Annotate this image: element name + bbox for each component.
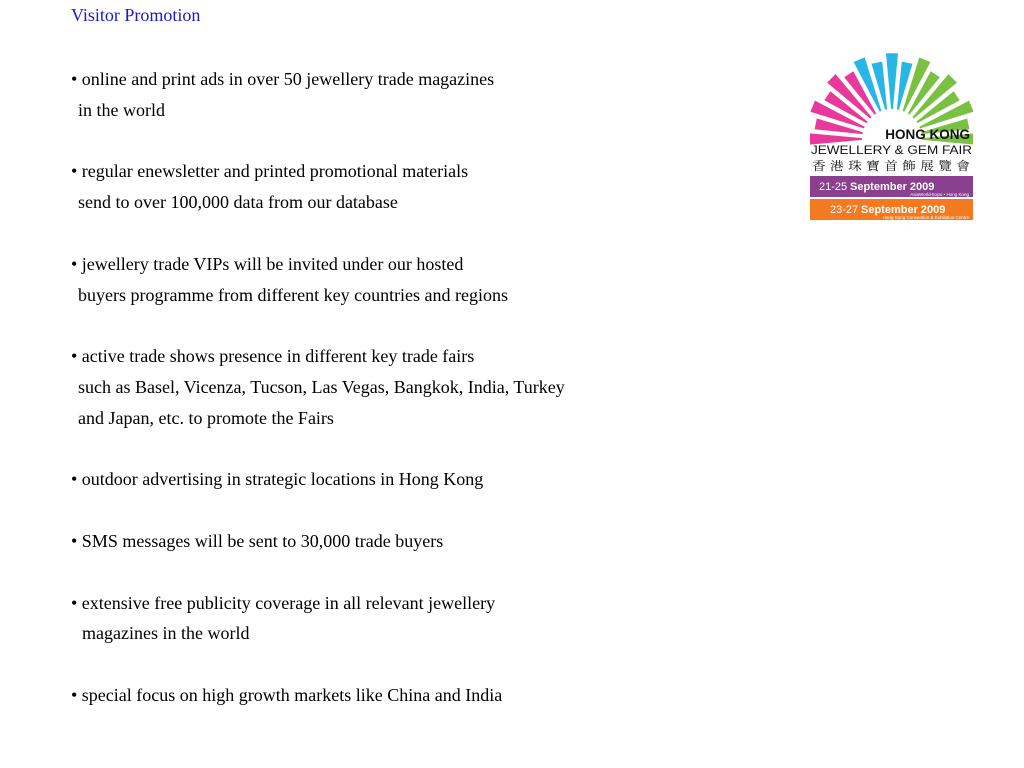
bullet-item: • online and print ads in over 50 jewellery trade magazines xyxy=(71,69,495,89)
fan-ray xyxy=(815,119,863,135)
band1-dates: 21-25 xyxy=(819,181,848,193)
bullet-continuation: such as Basel, Vicenza, Tucson, Las Vegas, Bangkok, India, Turkey xyxy=(78,377,565,397)
band2-month: September 2009 xyxy=(861,204,946,216)
logo-line2: JEWELLERY & GEM FAIR xyxy=(811,143,973,157)
bullet-item: • regular enewsletter and printed promotional materials xyxy=(71,161,469,182)
band1-month: September 2009 xyxy=(850,181,935,193)
logo-line1: HONG KONG xyxy=(885,127,970,142)
bullet-item: • active trade shows presence in different key trade fairs xyxy=(71,346,475,367)
fan-ray xyxy=(886,53,898,109)
bullet-item: • jewellery trade VIPs will be invited under our hosted xyxy=(71,253,464,274)
bullet-continuation: in the world xyxy=(78,99,165,120)
fan-ray xyxy=(897,62,913,110)
slide-title: Visitor Promotion xyxy=(71,5,201,25)
band2-venue: Hong Kong Convention & Exhibition Centre xyxy=(882,215,969,220)
logo-chinese: 香 港 珠 寶 首 飾 展 覽 會 xyxy=(812,159,951,173)
bullet-continuation: and Japan, etc. to promote the Fairs xyxy=(78,407,334,428)
bullet-item: • outdoor advertising in strategic locations in Hong Kong xyxy=(71,469,484,490)
bullet-continuation: magazines in the world xyxy=(82,623,250,644)
bullet-item: • SMS messages will be sent to 30,000 trade buyers xyxy=(71,531,444,551)
bullet-continuation: buyers programme from different key countries and regions xyxy=(78,284,509,305)
bullet-item: • special focus on high growth markets like China and India xyxy=(71,685,503,705)
band2-dates: 23-27 xyxy=(830,204,859,216)
band1-venue: AsiaWorld-Expo • Hong Kong xyxy=(910,192,969,197)
bullet-continuation: send to over 100,000 data from our database xyxy=(78,192,398,213)
fan-ray xyxy=(872,62,888,110)
bullet-item: • extensive free publicity coverage in all relevant jewellery xyxy=(71,592,496,613)
fair-logo xyxy=(810,27,973,222)
